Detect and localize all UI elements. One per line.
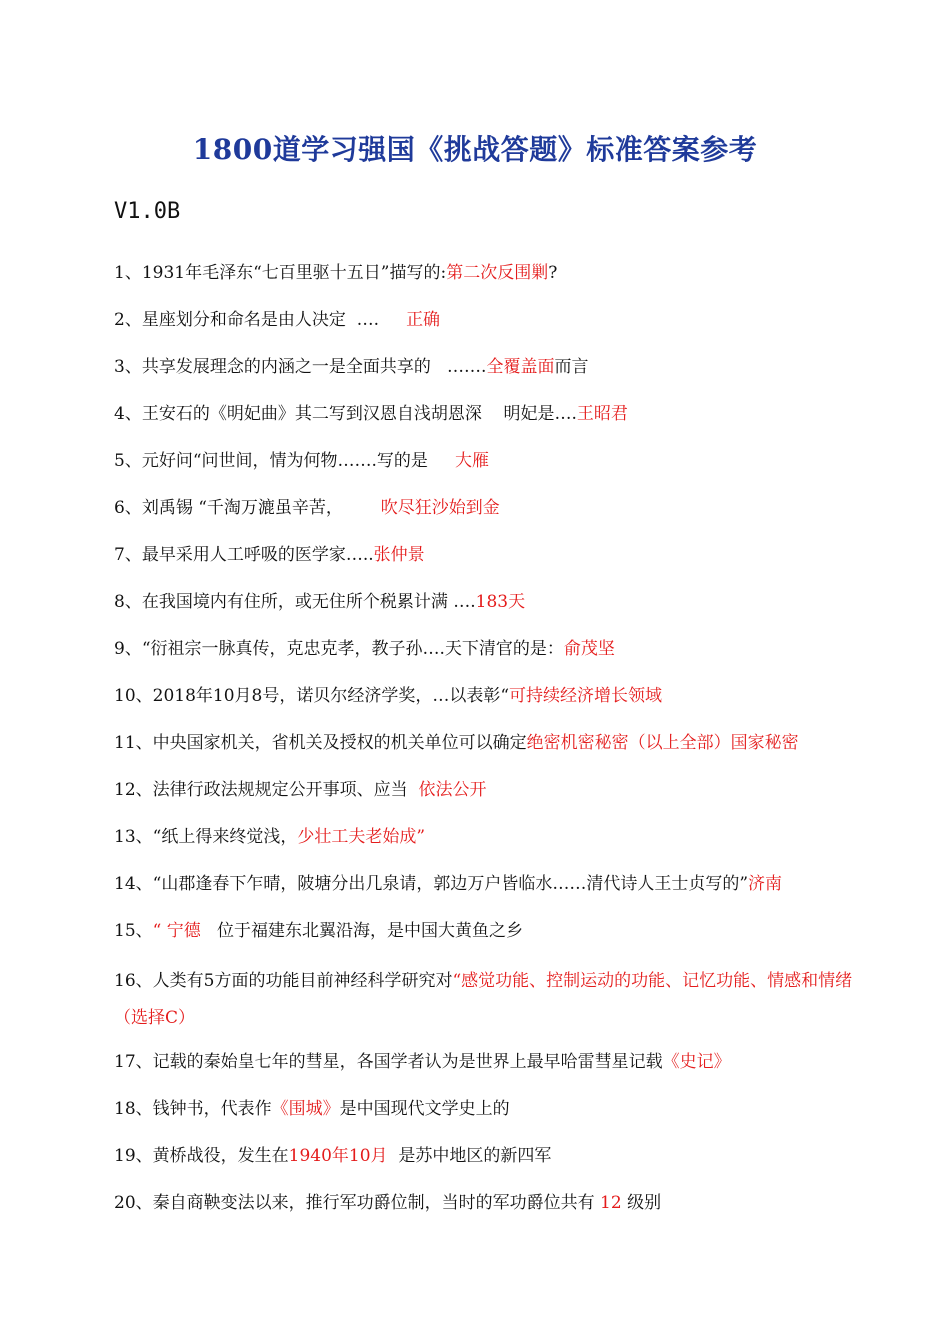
version-label: V1.0B [114,199,181,224]
item-number: 16、 [114,971,153,991]
item-answer: 第二次反围剿 [446,263,549,283]
item-answer: 正确 [406,310,441,330]
item-question: “纸上得来终觉浅， [152,827,298,847]
qa-item-18 [114,1094,884,1141]
item-question: 最早采用人工呼吸的医学家….. [141,545,374,565]
item-answer: 王昭君 [576,404,628,424]
item-number: 13、 [114,827,153,847]
item-answer: 183天 [475,592,526,612]
item-number: 19、 [114,1146,153,1166]
qa-item-4 [114,399,884,446]
qa-item-5 [114,446,884,493]
item-question: “衍祖宗一脉真传，克忠克孝，教子孙….天下清官的是： [141,639,564,659]
item-answer: 依法公开 [418,780,487,800]
item-question: 元好问“问世间，情为何物…….写的是 [141,451,455,471]
item-suffix: ? [548,263,558,283]
item-answer: 全覆盖面 [486,357,555,377]
item-answer: 1940年10月 [288,1146,388,1166]
item-question: 法律行政法规规定公开事项、应当 [152,780,419,800]
item-question: 钱钟书，代表作 [152,1099,272,1119]
item-question: 记载的秦始皇七年的彗星，各国学者认为是世界上最早哈雷彗星记载 [152,1052,663,1072]
item-answer: 12 [600,1193,622,1213]
item-suffix: 级别 [621,1193,662,1213]
item-number: 1、 [114,263,142,283]
item-number: 18、 [114,1099,153,1119]
item-question: 1931年毛泽东“七百里驱十五日”描写的: [141,263,447,283]
qa-item-2 [114,305,884,352]
item-question: 刘禹锡 “千淘万漉虽辛苦， [141,498,381,518]
qa-item-8 [114,587,884,634]
qa-item-17 [114,1047,884,1094]
item-number: 9、 [114,639,142,659]
qa-item-3 [114,352,884,399]
qa-item-13 [114,822,884,869]
item-number: 2、 [114,310,142,330]
item-answer: 济南 [748,874,783,894]
qa-item-12 [114,775,884,822]
item-suffix: 是苏中地区的新四军 [387,1146,552,1166]
qa-item-10 [114,681,884,728]
qa-item-15 [114,916,884,963]
item-question: 黄桥战役，发生在 [152,1146,289,1166]
item-question: 秦自商鞅变法以来，推行军功爵位制，当时的军功爵位共有 [152,1193,601,1213]
item-answer: 《史记》 [662,1052,731,1072]
item-number: 20、 [114,1193,153,1213]
qa-item-7 [114,540,884,587]
item-answer: 大雁 [454,451,489,471]
item-number: 12、 [114,780,153,800]
item-number: 17、 [114,1052,153,1072]
item-number: 5、 [114,451,142,471]
qa-item-20 [114,1188,884,1235]
document-title: 1800道学习强国《挑战答题》标准答案参考 [192,133,758,166]
item-answer: 可持续经济增长领域 [509,686,663,706]
qa-item-9 [114,634,884,681]
item-answer: 绝密机密秘密（以上全部）国家秘密 [526,733,799,753]
item-question: 中央国家机关，省机关及授权的机关单位可以确定 [152,733,527,753]
item-number: 6、 [114,498,142,518]
item-number: 8、 [114,592,142,612]
qa-item-16 [114,963,884,1047]
qa-item-19 [114,1141,884,1188]
item-answer: 吹尽狂沙始到金 [380,498,500,518]
item-suffix: 位于福建东北翼沿海，是中国大黄鱼之乡 [200,921,523,941]
item-number: 10、 [114,686,153,706]
item-suffix: 而言 [554,357,589,377]
qa-item-6 [114,493,884,540]
qa-item-1 [114,258,884,305]
item-question: 在我国境内有住所，或无住所个税累计满 …. [141,592,476,612]
qa-list [114,258,884,1235]
item-number: 3、 [114,357,142,377]
item-answer: “ 宁德 [152,921,201,941]
item-number: 11、 [114,733,153,753]
item-answer: 《围城》 [271,1099,340,1119]
item-number: 4、 [114,404,142,424]
item-question: 人类有5方面的功能目前神经科学研究对 [152,971,453,991]
qa-item-14 [114,869,884,916]
item-number: 15、 [114,921,153,941]
item-suffix: 是中国现代文学史上的 [339,1099,510,1119]
item-answer: 俞茂坚 [563,639,615,659]
item-question: 2018年10月8号，诺贝尔经济学奖，…以表彰“ [152,686,510,706]
item-answer: “感觉功能、控制运动的功能、记忆功能、情感和情绪（选择C） [114,971,853,1028]
qa-item-11 [114,728,884,775]
item-question: 王安石的《明妃曲》其二写到汉恩自浅胡恩深 明妃是…. [141,404,577,424]
item-question: 共享发展理念的内涵之一是全面共享的 ……. [141,357,487,377]
item-number: 7、 [114,545,142,565]
item-answer: 张仲景 [373,545,425,565]
item-question: 星座划分和命名是由人决定 …. [141,310,407,330]
item-number: 14、 [114,874,153,894]
item-answer: 少壮工夫老始成” [297,827,426,847]
item-question: “山郡逢春下乍晴，陂塘分出几泉请，郭边万户皆临水……清代诗人王士贞写的” [152,874,749,894]
